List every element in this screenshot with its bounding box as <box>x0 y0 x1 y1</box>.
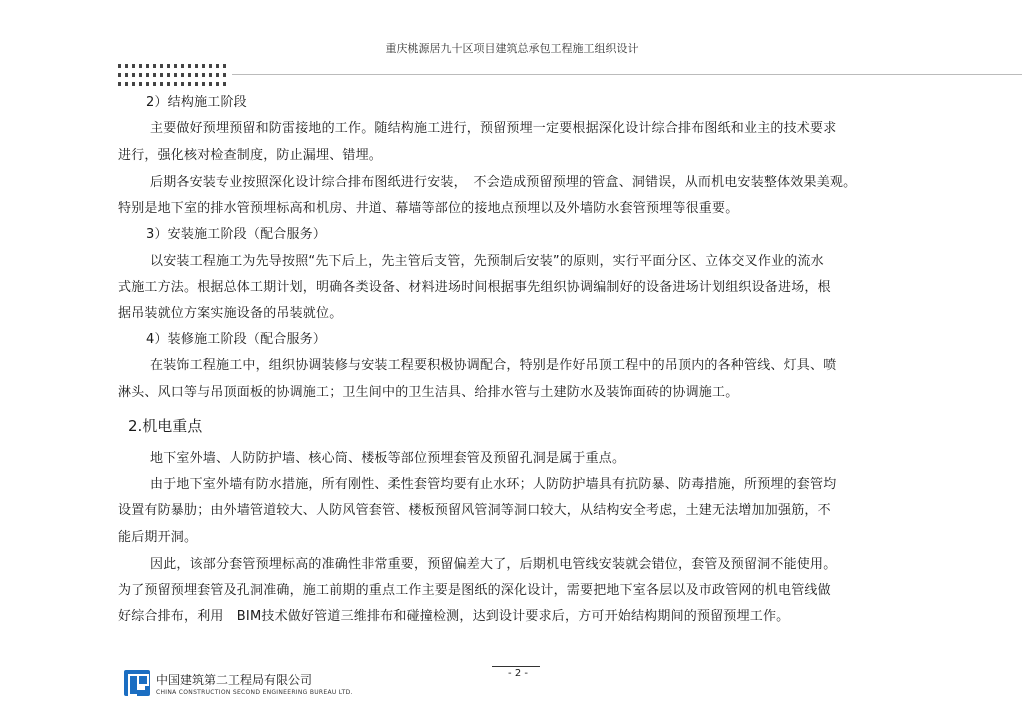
header-divider <box>232 74 1022 75</box>
page-number: - 2 - <box>508 668 528 679</box>
company-name-cn: 中国建筑第二工程局有限公司 <box>156 673 313 687</box>
paragraph-line: 因此，该部分套管预埋标高的准确性非常重要，预留偏差大了，后期机电管线安装就会错位，套管及预留洞不能使用。 <box>150 557 837 572</box>
paragraph-line: 主要做好预埋预留和防雷接地的工作。随结构施工进行，预留预埋一定要根据深化设计综合排布图纸和业主的技术要求 <box>150 121 837 136</box>
paragraph-line: 淋头、风口等与吊顶面板的协调施工；卫生间中的卫生洁具、给排水管与土建防水及装饰面砖的协调施工。 <box>118 385 739 400</box>
subsection-heading: 4）装修施工阶段（配合服务） <box>146 332 327 347</box>
cscec-logo-icon <box>124 670 150 696</box>
paragraph-line: 好综合排布，利用 BIM技术做好管道三维排布和碰撞检测，达到设计要求后，方可开始结构期间的预留预埋工作。 <box>118 609 790 624</box>
document-header-title: 重庆桃源居九十区项目建筑总承包工程施工组织设计 <box>385 42 639 55</box>
paragraph-line: 进行，强化核对检查制度，防止漏埋、错埋。 <box>118 148 383 163</box>
subsection-heading: 2）结构施工阶段 <box>146 95 247 110</box>
paragraph-line: 地下室外墙、人防防护墙、核心筒、楼板等部位预埋套管及预留孔洞是属于重点。 <box>150 451 626 466</box>
paragraph-line: 以安装工程施工为先导按照“先下后上，先主管后支管，先预制后安装”的原则，实行平面分区、立体交叉作业的流水 <box>150 254 824 269</box>
paragraph-line: 由于地下室外墙有防水措施，所有刚性、柔性套管均要有止水环；人防防护墙具有抗防暴、防毒措施，所预埋的套管均 <box>150 477 837 492</box>
paragraph-line: 设置有防暴肋；由外墙管道较大、人防风管套管、楼板预留风管洞等洞口较大，从结构安全考虑，土建无法增加加强筋，不 <box>118 503 831 518</box>
paragraph-line: 能后期开洞。 <box>118 530 198 545</box>
paragraph-line: 式施工方法。根据总体工期计划，明确各类设备、材料进场时间根据事先组织协调编制好的设备进场计划组织设备进场，根 <box>118 280 831 295</box>
subsection-heading: 3）安装施工阶段（配合服务） <box>146 227 327 242</box>
paragraph-line: 在装饰工程施工中，组织协调装修与安装工程要积极协调配合，特别是作好吊顶工程中的吊顶内的各种管线、灯具、喷 <box>150 358 837 373</box>
company-name-en: CHINA CONSTRUCTION SECOND ENGINEERING BUREAU LTD. <box>156 689 353 696</box>
paragraph-line: 为了预留预埋套管及孔洞准确，施工前期的重点工作主要是图纸的深化设计，需要把地下室各层以及市政管网的机电管线做 <box>118 583 831 598</box>
section-heading: 2.机电重点 <box>128 417 203 435</box>
footer-divider <box>492 666 540 667</box>
paragraph-line: 据吊装就位方案实施设备的吊装就位。 <box>118 306 343 321</box>
header-ornament <box>118 64 230 86</box>
paragraph-line: 特别是地下室的排水管预埋标高和机房、井道、幕墙等部位的接地点预埋以及外墙防水套管预埋等很重要。 <box>118 201 739 216</box>
paragraph-line: 后期各安装专业按照深化设计综合排布图纸进行安装， 不会造成预留预埋的管盒、洞错误，从而机电安装整体效果美观。 <box>150 175 857 190</box>
